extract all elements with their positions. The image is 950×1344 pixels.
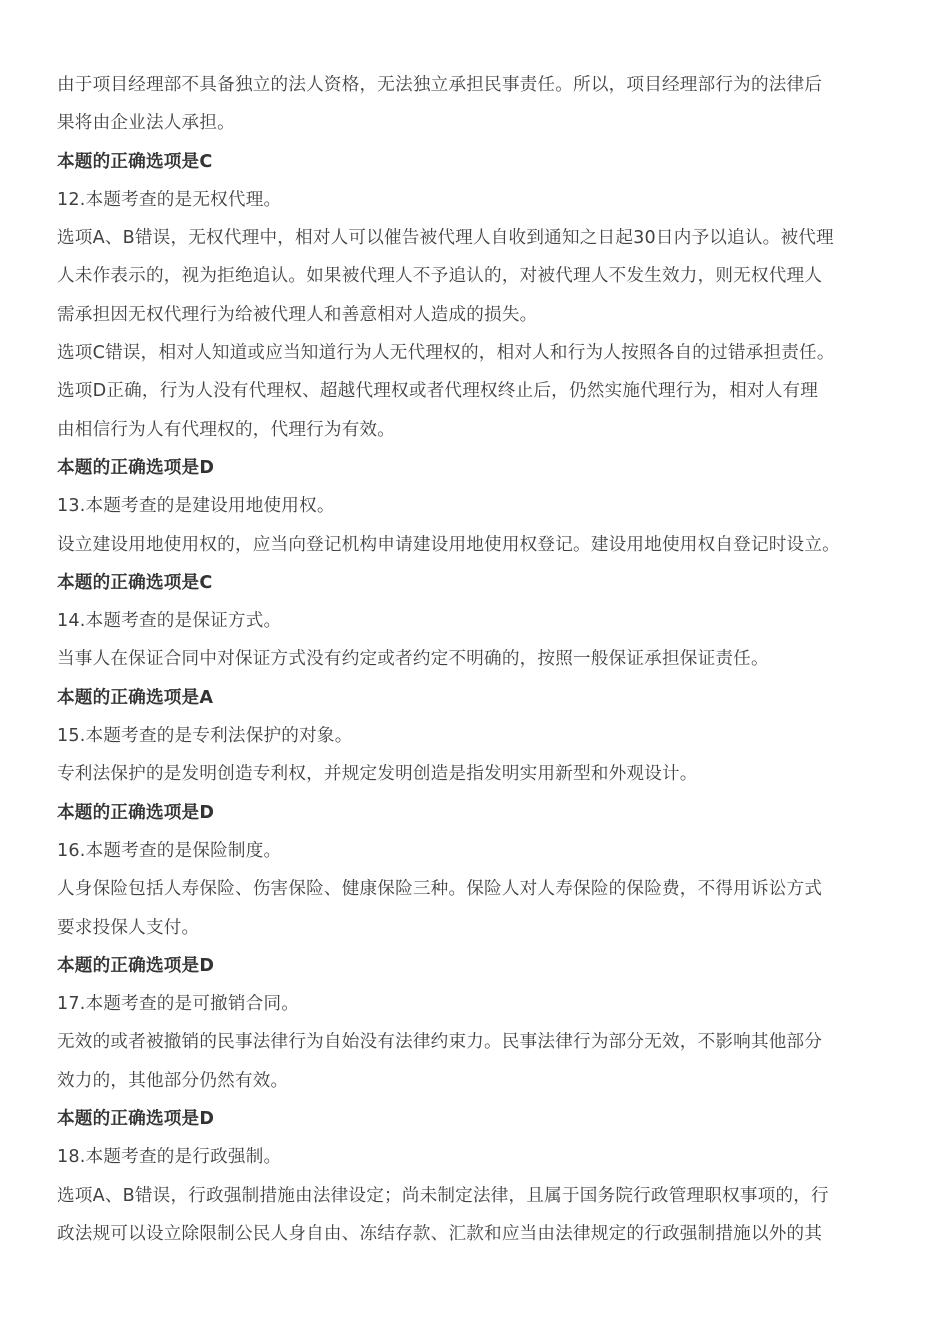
question-heading: 17.本题考查的是可撤销合同。 xyxy=(57,994,300,1015)
question-heading: 14.本题考查的是保证方式。 xyxy=(57,611,282,632)
body-text-line: 由于项目经理部不具备独立的法人资格，无法独立承担民事责任。所以，项目经理部行为的法律后 xyxy=(57,75,823,95)
body-text-line: 选项C错误，相对人知道或应当知道行为人无代理权的，相对人和行为人按照各自的过错承担责任。 xyxy=(57,343,835,364)
question-heading: 16.本题考查的是保险制度。 xyxy=(57,840,282,861)
body-text-line: 选项A、B错误，无权代理中，相对人可以催告被代理人自收到通知之日起30日内予以追认。被代理 xyxy=(57,228,834,249)
answer-line: 本题的正确选项是D xyxy=(57,802,215,823)
body-text-line: 当事人在保证合同中对保证方式没有约定或者约定不明确的，按照一般保证承担保证责任。 xyxy=(57,649,769,670)
body-text-line: 政法规可以设立除限制公民人身自由、冻结存款、汇款和应当由法律规定的行政强制措施以外的其 xyxy=(57,1223,823,1244)
question-heading: 12.本题考查的是无权代理。 xyxy=(57,189,282,210)
body-text-line: 效力的，其他部分仍然有效。 xyxy=(57,1070,289,1091)
body-text-line: 设立建设用地使用权的，应当向登记机构申请建设用地使用权登记。建设用地使用权自登记时设立。 xyxy=(57,534,840,555)
body-text-line: 专利法保护的是发明创造专利权，并规定发明创造是指发明实用新型和外观设计。 xyxy=(57,764,698,785)
body-text-line: 人身保险包括人寿保险、伤害保险、健康保险三种。保险人对人寿保险的保险费，不得用诉讼方式 xyxy=(57,879,823,900)
body-text-line: 果将由企业法人承担。 xyxy=(57,113,235,134)
body-text-line: 无效的或者被撤销的民事法律行为自始没有法律约束力。民事法律行为部分无效，不影响其他部分 xyxy=(57,1032,823,1053)
answer-line: 本题的正确选项是C xyxy=(57,572,213,593)
answer-line: 本题的正确选项是C xyxy=(57,151,213,172)
answer-line: 本题的正确选项是A xyxy=(57,687,214,708)
question-heading: 13.本题考查的是建设用地使用权。 xyxy=(57,496,335,517)
question-heading: 15.本题考查的是专利法保护的对象。 xyxy=(57,726,353,747)
body-text-line: 由相信行为人有代理权的，代理行为有效。 xyxy=(57,419,396,440)
body-text-line: 选项D正确，行为人没有代理权、超越代理权或者代理权终止后，仍然实施代理行为，相对人有理 xyxy=(57,381,819,402)
body-text-line: 需承担因无权代理行为给被代理人和善意相对人造成的损失。 xyxy=(57,304,538,325)
document-page xyxy=(57,66,897,1253)
body-text-line: 人未作表示的，视为拒绝追认。如果被代理人不予追认的，对被代理人不发生效力，则无权代理人 xyxy=(57,266,823,287)
answer-line: 本题的正确选项是D xyxy=(57,457,215,478)
question-heading: 18.本题考查的是行政强制。 xyxy=(57,1147,282,1168)
answer-line: 本题的正确选项是D xyxy=(57,955,215,976)
body-text-line: 要求投保人支付。 xyxy=(57,917,200,938)
body-text-line: 选项A、B错误，行政强制措施由法律设定；尚未制定法律，且属于国务院行政管理职权事项的，行 xyxy=(57,1185,829,1206)
answer-line: 本题的正确选项是D xyxy=(57,1109,215,1130)
